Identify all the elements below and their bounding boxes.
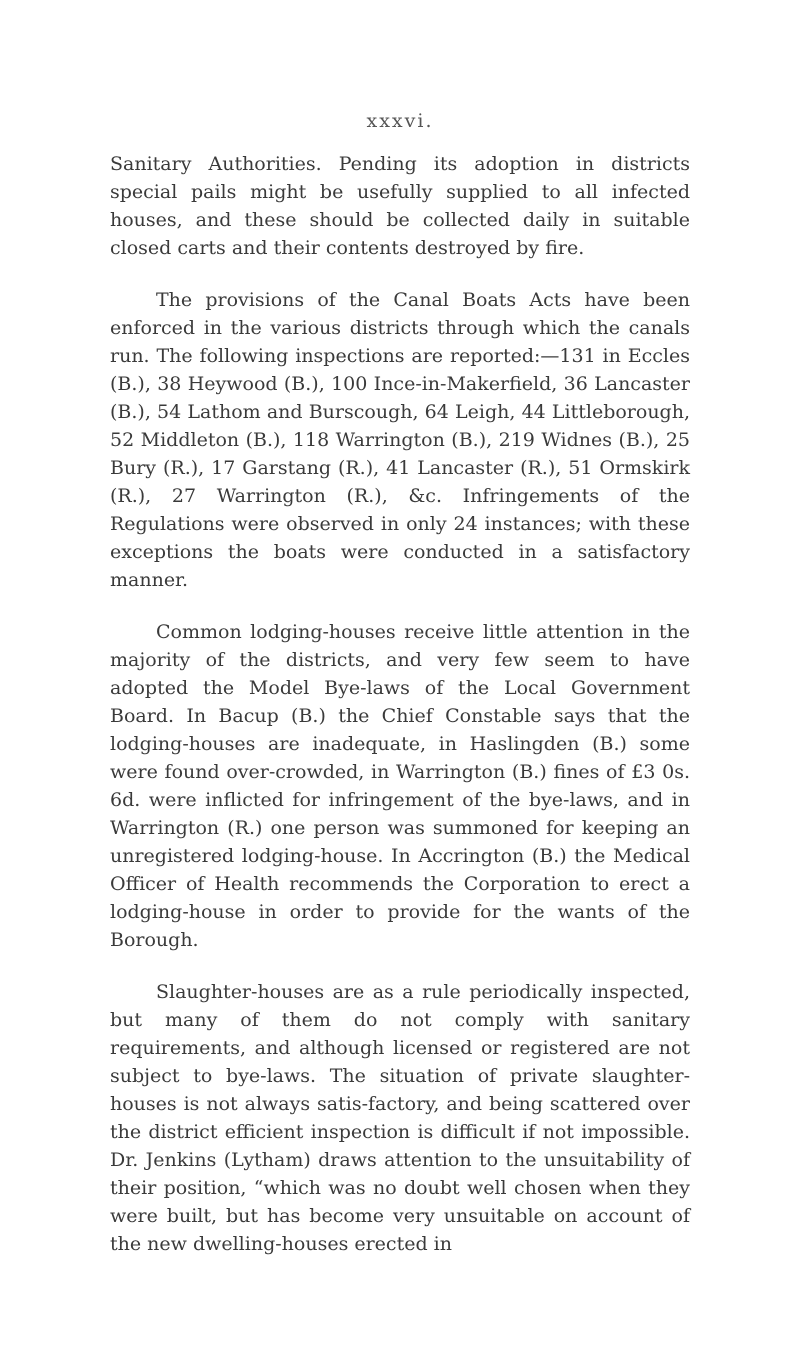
body-text	[110, 150, 690, 1282]
paragraph-canal-boats: The provisions of the Canal Boats Acts have been enforced in the various districts through which the canals run. The following inspections are reported:—131 in Eccles (B.), 38 Heywood (B.), 100 Ince-in-Makerfield, 36 Lancaster (B.), 54 Lathom and Burscough, 64 Leigh, 44 Littleborough, 52 Middleton (B.), 118 Warrington (B.), 219 Widnes (B.), 25 Bury (R.), 17 Garstang (R.), 41 Lancaster (R.), 51 Ormskirk (R.), 27 Warrington (R.), &c. Infringements of the Regulations were observed in only 24 instances; with these exceptions the boats were conducted in a satisfactory manner.	[110, 289, 690, 591]
paragraph-slaughter-houses: Slaughter-houses are as a rule periodically inspected, but many of them do not comply with sanitary requirements, and although licensed or registered are not subject to bye-laws. The situation of private slaughter-houses is not always satis-factory, and being scattered over the district efficient inspection is difficult if not impossible. Dr. Jenkins (Lytham) draws attention to the unsuitability of their position, “which was no doubt well chosen when they were built, but has become very unsuitable on account of the new dwelling-houses erected in	[110, 981, 690, 1255]
page-number: xxxvi.	[366, 110, 434, 132]
paragraph-sanitary-authorities: Sanitary Authorities. Pending its adoption in districts special pails might be usefully supplied to all infected houses, and these should be collected daily in suitable closed carts and their contents destroyed by fire.	[110, 153, 690, 259]
paragraph-lodging-houses: Common lodging-houses receive little attention in the majority of the districts, and very few seem to have adopted the Model Bye-laws of the Local Government Board. In Bacup (B.) the Chief Constable says that the lodging-houses are inadequate, in Haslingden (B.) some were found over-crowded, in Warrington (B.) fines of £3 0s. 6d. were inflicted for infringement of the bye-laws, and in Warrington (R.) one person was summoned for keeping an unregistered lodging-house. In Accrington (B.) the Medical Officer of Health recommends the Corporation to erect a lodging-house in order to provide for the wants of the Borough.	[110, 621, 690, 951]
